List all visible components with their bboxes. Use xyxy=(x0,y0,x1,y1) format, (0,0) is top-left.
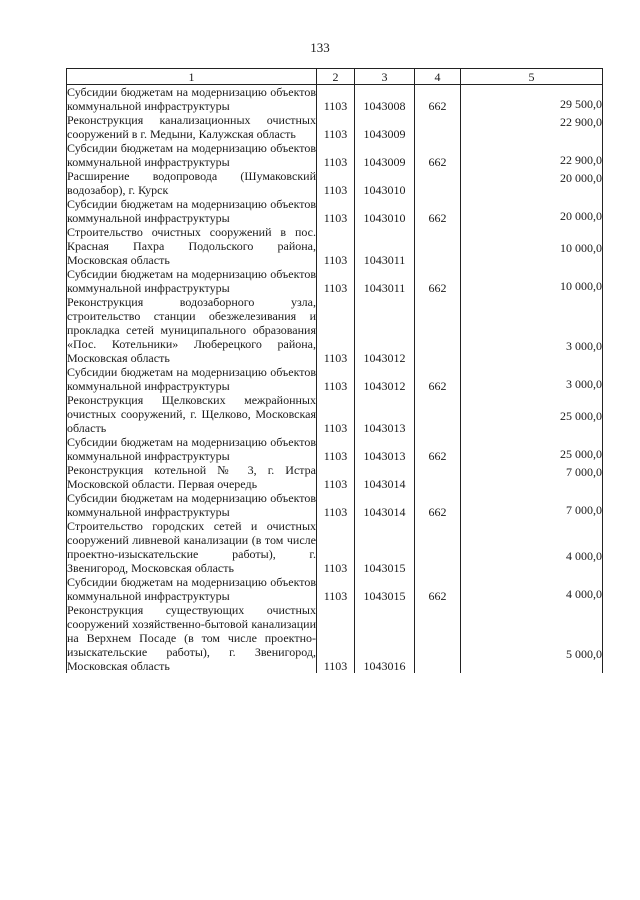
row-amount-cell xyxy=(461,491,603,519)
table-row xyxy=(67,267,603,295)
row-name-cell: Субсидии бюджетам на модернизацию объектов коммунальной инфраструктуры xyxy=(67,575,316,603)
amount-value: 7 000,0 xyxy=(566,503,602,517)
amount-value: 25 000,0 xyxy=(560,409,602,423)
row-target-cell: 1043009 xyxy=(355,141,415,169)
row-amount-cell xyxy=(461,463,603,491)
row-amount-cell xyxy=(461,365,603,393)
row-target-cell: 1043010 xyxy=(355,197,415,225)
row-amount-cell xyxy=(461,603,603,673)
row-kind-cell xyxy=(415,603,461,673)
table-row xyxy=(67,603,603,673)
row-target-cell: 1043014 xyxy=(355,463,415,491)
table-body xyxy=(67,85,603,674)
row-target-cell: 1043011 xyxy=(355,267,415,295)
row-section-cell: 1103 xyxy=(317,365,355,393)
row-section-cell: 1103 xyxy=(317,225,355,267)
row-target-cell: 1043013 xyxy=(355,393,415,435)
row-name-cell: Реконструкция котельной № 3, г. Истра Московской области. Первая очередь xyxy=(67,463,316,491)
row-amount-cell xyxy=(461,267,603,295)
table-header xyxy=(67,69,603,85)
amount-value: 4 000,0 xyxy=(566,549,602,563)
row-kind-cell xyxy=(415,169,461,197)
row-amount-cell xyxy=(461,393,603,435)
row-target-cell: 1043016 xyxy=(355,603,415,673)
table-row xyxy=(67,393,603,435)
row-kind-cell xyxy=(415,113,461,141)
amount-value: 20 000,0 xyxy=(560,171,602,185)
row-amount-cell xyxy=(461,169,603,197)
row-name-cell: Реконструкция водозаборного узла, строительство станции обезжелезивания и прокладка сетей муниципального образования «Пос. Котельники» Люберецкого района, Московская область xyxy=(67,295,316,365)
amount-value: 4 000,0 xyxy=(566,587,602,601)
table-row xyxy=(67,435,603,463)
amount-value: 3 000,0 xyxy=(566,339,602,353)
row-section-cell: 1103 xyxy=(317,393,355,435)
amount-value: 20 000,0 xyxy=(560,209,602,223)
row-name-cell: Строительство городских сетей и очистных сооружений ливневой канализации (в том числе проектно-изыскательские работы), г. Звенигород, Московская область xyxy=(67,519,316,575)
row-section-cell: 1103 xyxy=(317,169,355,197)
amount-value: 7 000,0 xyxy=(566,465,602,479)
row-section-cell: 1103 xyxy=(317,85,355,114)
page-number: 133 xyxy=(310,40,330,55)
column-header-2: 2 xyxy=(317,69,355,85)
row-section-cell: 1103 xyxy=(317,519,355,575)
row-kind-cell: 662 xyxy=(415,85,461,114)
row-kind-cell: 662 xyxy=(415,435,461,463)
table-row xyxy=(67,141,603,169)
row-target-cell: 1043012 xyxy=(355,295,415,365)
amount-value: 10 000,0 xyxy=(560,241,602,255)
row-amount-cell xyxy=(461,435,603,463)
table-row xyxy=(67,225,603,267)
row-target-cell: 1043015 xyxy=(355,575,415,603)
table-row xyxy=(67,169,603,197)
row-name-cell: Субсидии бюджетам на модернизацию объектов коммунальной инфраструктуры xyxy=(67,365,316,393)
row-target-cell: 1043013 xyxy=(355,435,415,463)
row-amount-cell xyxy=(461,197,603,225)
column-header-3: 3 xyxy=(355,69,415,85)
row-section-cell: 1103 xyxy=(317,197,355,225)
amount-value: 29 500,0 xyxy=(560,97,602,111)
amount-value: 3 000,0 xyxy=(566,377,602,391)
row-name-cell: Субсидии бюджетам на модернизацию объектов коммунальной инфраструктуры xyxy=(67,267,316,295)
row-name-cell: Субсидии бюджетам на модернизацию объектов коммунальной инфраструктуры xyxy=(67,85,316,113)
row-target-cell: 1043008 xyxy=(355,85,415,114)
row-kind-cell xyxy=(415,463,461,491)
table-row xyxy=(67,365,603,393)
row-kind-cell: 662 xyxy=(415,267,461,295)
table-row xyxy=(67,295,603,365)
row-section-cell: 1103 xyxy=(317,603,355,673)
row-amount-cell xyxy=(461,141,603,169)
column-header-1: 1 xyxy=(67,69,317,85)
budget-table xyxy=(66,68,603,673)
row-target-cell: 1043011 xyxy=(355,225,415,267)
row-amount-cell xyxy=(461,113,603,141)
row-kind-cell: 662 xyxy=(415,141,461,169)
row-name-cell: Реконструкция существующих очистных сооружений хозяйственно-бытовой канализации на Верхнем Посаде (в том числе проектно-изыскательские работы), г. Звенигород, Московская область xyxy=(67,603,316,673)
row-amount-cell xyxy=(461,225,603,267)
column-header-5: 5 xyxy=(461,69,603,85)
table-row xyxy=(67,463,603,491)
row-name-cell: Расширение водопровода (Шумаковский водозабор), г. Курск xyxy=(67,169,316,197)
row-name-cell: Субсидии бюджетам на модернизацию объектов коммунальной инфраструктуры xyxy=(67,491,316,519)
row-name-cell: Реконструкция канализационных очистных сооружений в г. Медыни, Калужская область xyxy=(67,113,316,141)
row-amount-cell xyxy=(461,519,603,575)
row-kind-cell: 662 xyxy=(415,197,461,225)
row-target-cell: 1043012 xyxy=(355,365,415,393)
row-kind-cell: 662 xyxy=(415,365,461,393)
row-name-cell: Субсидии бюджетам на модернизацию объектов коммунальной инфраструктуры xyxy=(67,141,316,169)
table-row xyxy=(67,575,603,603)
table-row xyxy=(67,519,603,575)
amount-value: 22 900,0 xyxy=(560,153,602,167)
row-amount-cell xyxy=(461,295,603,365)
row-target-cell: 1043009 xyxy=(355,113,415,141)
row-name-cell: Строительство очистных сооружений в пос. Красная Пахра Подольского района, Московская область xyxy=(67,225,316,267)
table-row xyxy=(67,197,603,225)
row-section-cell: 1103 xyxy=(317,575,355,603)
row-section-cell: 1103 xyxy=(317,491,355,519)
row-target-cell: 1043015 xyxy=(355,519,415,575)
column-header-4: 4 xyxy=(415,69,461,85)
row-section-cell: 1103 xyxy=(317,267,355,295)
row-section-cell: 1103 xyxy=(317,141,355,169)
row-section-cell: 1103 xyxy=(317,463,355,491)
row-kind-cell xyxy=(415,295,461,365)
row-section-cell: 1103 xyxy=(317,435,355,463)
amount-value: 25 000,0 xyxy=(560,447,602,461)
row-section-cell: 1103 xyxy=(317,295,355,365)
table-row xyxy=(67,113,603,141)
row-kind-cell xyxy=(415,393,461,435)
row-target-cell: 1043010 xyxy=(355,169,415,197)
row-kind-cell xyxy=(415,519,461,575)
row-name-cell: Субсидии бюджетам на модернизацию объектов коммунальной инфраструктуры xyxy=(67,435,316,463)
row-name-cell: Реконструкция Щелковских межрайонных очистных сооружений, г. Щелково, Московская область xyxy=(67,393,316,435)
table-row xyxy=(67,491,603,519)
row-kind-cell: 662 xyxy=(415,575,461,603)
amount-value: 10 000,0 xyxy=(560,279,602,293)
row-section-cell: 1103 xyxy=(317,113,355,141)
row-amount-cell xyxy=(461,85,603,114)
row-target-cell: 1043014 xyxy=(355,491,415,519)
row-amount-cell xyxy=(461,575,603,603)
row-kind-cell: 662 xyxy=(415,491,461,519)
table-row xyxy=(67,85,603,114)
amount-value: 5 000,0 xyxy=(566,647,602,661)
amount-value: 22 900,0 xyxy=(560,115,602,129)
row-name-cell: Субсидии бюджетам на модернизацию объектов коммунальной инфраструктуры xyxy=(67,197,316,225)
row-kind-cell xyxy=(415,225,461,267)
